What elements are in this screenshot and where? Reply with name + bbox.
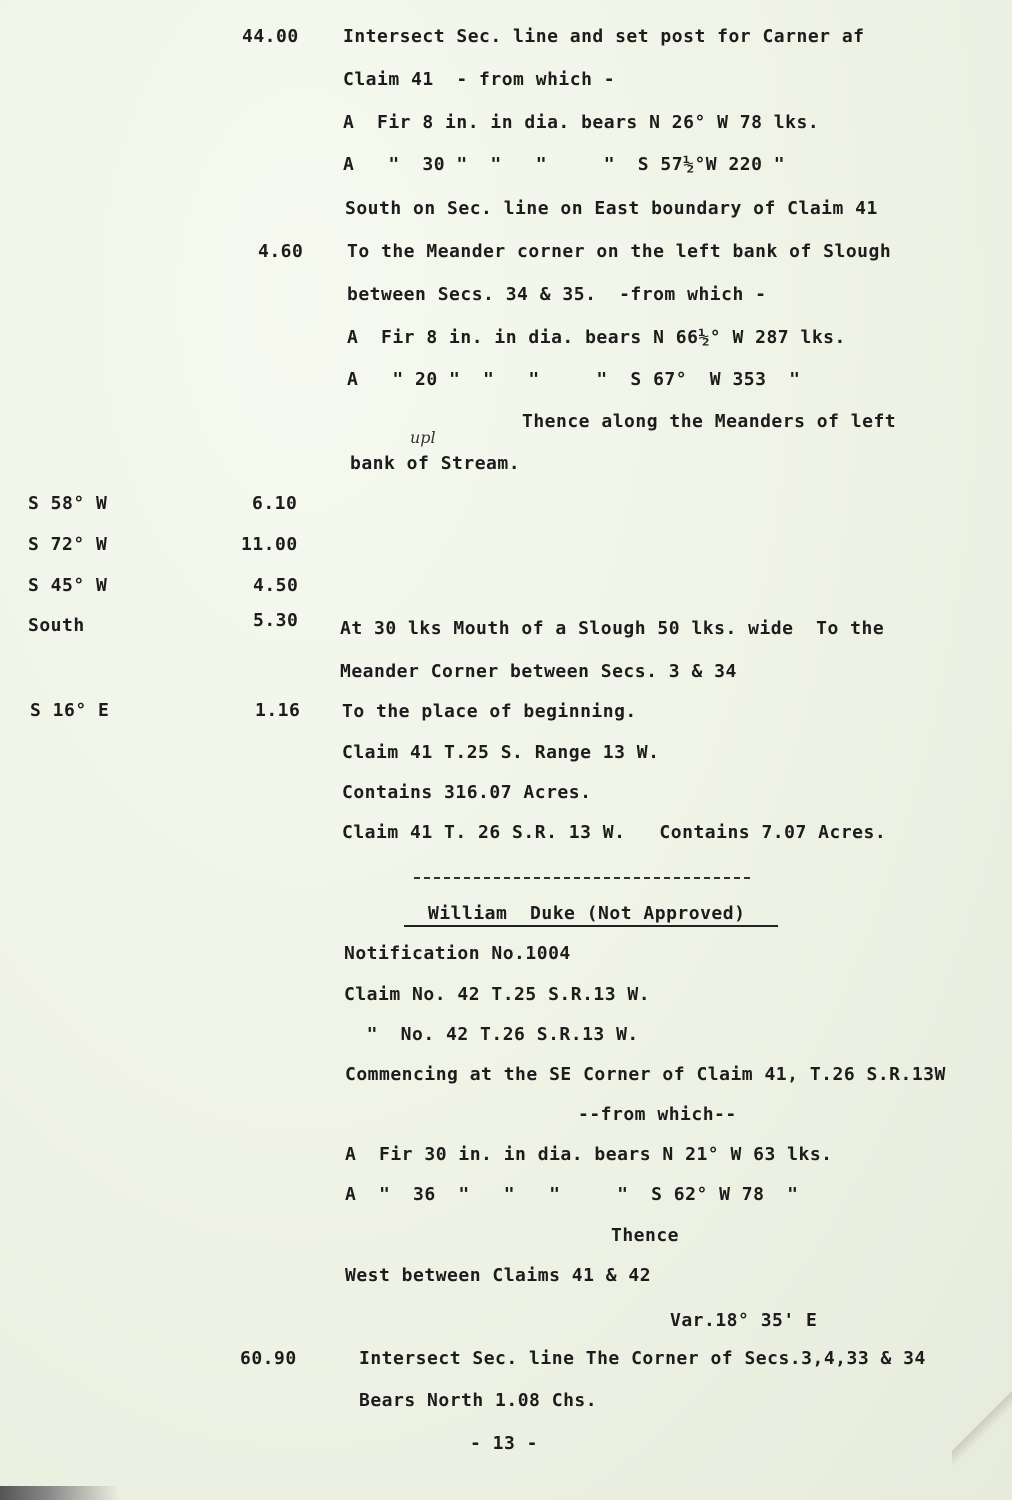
line-claim41-from: Claim 41 - from which - (343, 69, 616, 90)
page-curl-shadow (952, 1360, 1012, 1480)
line-thence-meanders: Thence along the Meanders of left (522, 411, 897, 432)
line-fir8-b: A Fir 8 in. in dia. bears N 66½° W 287 lks. (347, 327, 846, 348)
line-from-which: --from which-- (578, 1104, 737, 1125)
handwritten-note: upl (410, 428, 436, 447)
line-fir30-b: A Fir 30 in. in dia. bears N 21° W 63 lks. (345, 1144, 833, 1165)
scan-edge (0, 1486, 120, 1500)
course-5: S 16° E (30, 700, 110, 721)
line-claim42-t25: Claim No. 42 T.25 S.R.13 W. (344, 984, 651, 1005)
distance-60-90: 60.90 (240, 1348, 297, 1369)
page-number: - 13 - (470, 1433, 539, 1454)
line-contains-316: Contains 316.07 Acres. (342, 782, 592, 803)
line-commencing: Commencing at the SE Corner of Claim 41, T.26 S.R.13W (345, 1064, 946, 1085)
line-variation: Var.18° 35' E (670, 1310, 818, 1331)
line-fir20: A " 20 " " " " S 67° W 353 " (347, 369, 801, 390)
line-mouth-slough: At 30 lks Mouth of a Slough 50 lks. wide To the (340, 618, 885, 639)
line-fir8: A Fir 8 in. in dia. bears N 26° W 78 lks. (343, 112, 820, 133)
line-intersect-corner: Intersect Sec. line The Corner of Secs.3,4,33 & 34 (359, 1348, 926, 1369)
line-fir36: A " 36 " " " " S 62° W 78 " (345, 1184, 799, 1205)
course-2: S 72° W (28, 534, 108, 555)
line-claim41-t26: Claim 41 T. 26 S.R. 13 W. Contains 7.07 Acres. (342, 822, 887, 843)
line-south-sec: South on Sec. line on East boundary of Claim 41 (345, 198, 878, 219)
claimant-heading: William Duke (Not Approved) (428, 903, 746, 924)
course-3: S 45° W (28, 575, 108, 596)
line-notification: Notification No.1004 (344, 943, 571, 964)
line-between-secs: between Secs. 34 & 35. -from which - (347, 284, 767, 305)
dist-5: 1.16 (255, 700, 301, 721)
line-place-beginning: To the place of beginning. (342, 701, 637, 722)
line-bank-stream: bank of Stream. (350, 453, 521, 474)
line-claim41-t25: Claim 41 T.25 S. Range 13 W. (342, 742, 660, 763)
line-meander-corner: To the Meander corner on the left bank of Slough (347, 241, 892, 262)
dist-3: 4.50 (253, 575, 299, 596)
dist-2: 11.00 (241, 534, 298, 555)
line-intersect: Intersect Sec. line and set post for Carner af (343, 26, 865, 47)
course-1: S 58° W (28, 493, 108, 514)
distance-44: 44.00 (242, 26, 299, 47)
course-4: South (28, 615, 85, 636)
distance-4-60: 4.60 (258, 241, 304, 262)
dist-4: 5.30 (253, 610, 299, 631)
dist-1: 6.10 (252, 493, 298, 514)
line-west-between: West between Claims 41 & 42 (345, 1265, 652, 1286)
line-fir30: A " 30 " " " " S 57½°W 220 " (343, 154, 786, 175)
line-bears-north: Bears North 1.08 Chs. (359, 1390, 598, 1411)
line-thence: Thence (611, 1225, 680, 1246)
dashed-separator (414, 877, 750, 879)
line-meander-3-34: Meander Corner between Secs. 3 & 34 (340, 661, 737, 682)
line-claim42-t26: " No. 42 T.26 S.R.13 W. (344, 1024, 639, 1045)
heading-underline (404, 925, 778, 927)
